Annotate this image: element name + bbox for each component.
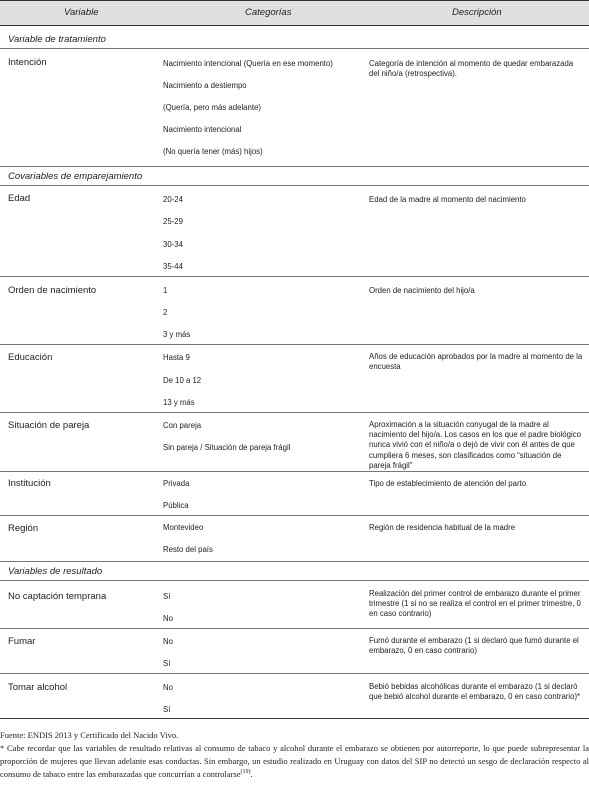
variable-pareja: Situación de pareja bbox=[8, 420, 90, 431]
category-item: De 10 a 12 bbox=[163, 376, 202, 385]
description-intencion: Categoría de intención al momento de quedar embarazada del niño/a (retrospectiva). bbox=[369, 59, 574, 79]
source-note: Fuente: ENDIS 2013 y Certificado del Nacido Vivo. bbox=[0, 730, 179, 740]
category-item: Privada bbox=[163, 479, 190, 488]
asterisk-note-end: . bbox=[250, 769, 253, 780]
row-divider bbox=[0, 515, 589, 516]
section-treatment: Variable de tratamiento bbox=[8, 34, 106, 45]
row-divider bbox=[0, 628, 589, 629]
table-header bbox=[0, 0, 589, 26]
variable-edad: Edad bbox=[8, 193, 31, 204]
category-item: Nacimiento a destiempo bbox=[163, 81, 247, 90]
category-item: (Quería, pero más adelante) bbox=[163, 103, 261, 112]
asterisk-note bbox=[0, 742, 589, 781]
variable-region: Región bbox=[8, 523, 39, 534]
header-categories: Categorías bbox=[245, 7, 292, 18]
category-item: 13 y más bbox=[163, 398, 195, 407]
category-item: Con pareja bbox=[163, 421, 202, 430]
category-item: Hasta 9 bbox=[163, 353, 190, 362]
row-divider bbox=[0, 561, 589, 562]
description-orden: Orden de nacimiento del hijo/a bbox=[369, 286, 475, 295]
category-item: 20-24 bbox=[163, 195, 183, 204]
description-fumar: Fumó durante el embarazo (1 si declaró que fumó durante el embarazo, 0 en caso contrario) bbox=[369, 636, 579, 656]
variable-educacion: Educación bbox=[8, 352, 53, 363]
description-captacion: Realización del primer control de embarazo durante el primer trimestre (1 si no se realiza el control en el primer trimestre, 0 en caso contrario) bbox=[369, 589, 581, 619]
category-item: Sí bbox=[163, 659, 171, 668]
description-edad: Edad de la madre al momento del nacimiento bbox=[369, 195, 526, 204]
section-results: Variables de resultado bbox=[8, 566, 103, 577]
row-divider bbox=[0, 580, 589, 581]
category-item: No bbox=[163, 683, 173, 692]
description-pareja: Aproximación a la situación conyugal de la madre al nacimiento del hijo/a. Los casos en los que el padre biológico nunca vivió con el niño/a o dejó de vivir con él antes de que cumpliera 6 meses, son clasificados como “situación de pareja frágil” bbox=[369, 420, 581, 470]
variable-intencion: Intención bbox=[8, 57, 47, 68]
row-divider bbox=[0, 276, 589, 277]
variable-captacion: No captación temprana bbox=[8, 591, 107, 602]
variable-institucion: Institución bbox=[8, 478, 51, 489]
category-item: Sí bbox=[163, 705, 171, 714]
category-item: No bbox=[163, 637, 173, 646]
category-item: Pública bbox=[163, 501, 189, 510]
row-divider bbox=[0, 185, 589, 186]
category-item: 2 bbox=[163, 308, 168, 317]
category-item: 25-29 bbox=[163, 217, 183, 226]
header-variable: Variable bbox=[64, 7, 99, 18]
row-divider bbox=[0, 412, 589, 413]
header-description: Descripción bbox=[452, 7, 502, 18]
category-item: 35-44 bbox=[163, 262, 183, 271]
row-divider bbox=[0, 344, 589, 345]
row-divider bbox=[0, 166, 589, 167]
variable-fumar: Fumar bbox=[8, 636, 36, 647]
reference-number: (19) bbox=[240, 769, 251, 776]
section-covariates: Covariables de emparejamiento bbox=[8, 171, 143, 182]
row-divider bbox=[0, 673, 589, 674]
description-alcohol: Bebió bebidas alcohólicas durante el embarazo (1 si declaró que bebió alcohol durante el embarazo, 0 en caso contrario)* bbox=[369, 682, 581, 702]
category-item: 1 bbox=[163, 286, 168, 295]
description-educacion: Años de educación aprobados por la madre al momento de la encuesta bbox=[369, 352, 583, 372]
category-item: Nacimiento intencional bbox=[163, 125, 242, 134]
variable-orden: Orden de nacimiento bbox=[8, 285, 97, 296]
asterisk-note-text: * Cabe recordar que las variables de resultado relativas al consumo de tabaco y alcohol durante el embarazo se obtienen por autorreporte, lo que puede subrepresentar la proporción de mujeres que llevan adelante esas conductas. Sin embargo, un estudio realizado en Uruguay con datos del SIP no detectó un sesgo de declaración respecto al consumo de tabaco entre las embarazadas que concurrían a controlarse bbox=[0, 743, 589, 780]
table-bottom-rule bbox=[0, 718, 589, 719]
category-item: Sí bbox=[163, 592, 171, 601]
category-item: No bbox=[163, 614, 173, 623]
variable-alcohol: Tomar alcohol bbox=[8, 682, 68, 693]
description-institucion: Tipo de establecimiento de atención del parto bbox=[369, 479, 527, 488]
category-item: 30-34 bbox=[163, 240, 183, 249]
category-item: (No quería tener (más) hijos) bbox=[163, 147, 263, 156]
category-item: Resto del país bbox=[163, 545, 213, 554]
category-item: Montevideo bbox=[163, 523, 204, 532]
description-region: Región de residencia habitual de la madre bbox=[369, 523, 516, 532]
row-divider bbox=[0, 48, 589, 49]
category-item: Sin pareja / Situación de pareja frágil bbox=[163, 443, 291, 452]
row-divider bbox=[0, 471, 589, 472]
category-item: 3 y más bbox=[163, 330, 191, 339]
category-item: Nacimiento intencional (Quería en ese momento) bbox=[163, 59, 333, 68]
